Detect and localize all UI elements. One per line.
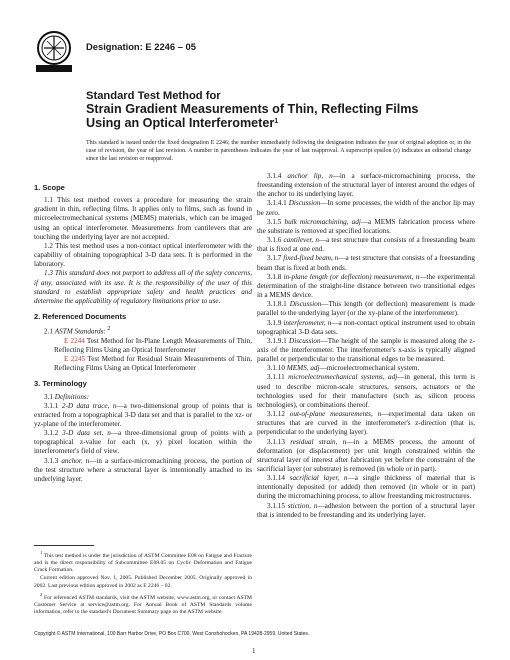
section-heading-referenced-documents: 2. Referenced Documents xyxy=(34,312,127,322)
definition-3-1-10: 3.1.10 MEMS, adj—microelectromechanical system. xyxy=(267,364,420,373)
footnote-2: $^2$ For referenced ASTM standards, visit the ASTM website, www.astm.org, or contact ASTM Customer Service at service@astm.org. For Annual Book of ASTM Standards volume information, refer to the standard's Document Summary page on the ASTM website. xyxy=(34,591,252,616)
title-line-3: Using an Optical Interferometer$^1$ xyxy=(86,115,279,130)
definition-3-1-8: 3.1.8 in-plane length (or deflection) measurement, n—the experimental determination of the straight-line distance between two transitional edges in a MEMS device. xyxy=(257,272,475,300)
paragraph-3-1: 3.1 Definitions: xyxy=(44,392,90,401)
definition-3-1-7: 3.1.7 fixed-fixed beam, n—a test structure that consists of a freestanding beam that is fixed at both ends. xyxy=(257,254,476,272)
right-column xyxy=(257,172,475,520)
footnotes xyxy=(34,549,252,617)
definition-3-1-3: 3.1.3 anchor, n—in a surface-micromachining process, the portion of the test structure where a structural layer is intentionally attached to its underlying layer. xyxy=(34,456,252,483)
footnote-1: $^1$ This test method is under the jurisdiction of ASTM Committee E08 on Fatigue and Fracture and is the direct responsibility of Subcommittee E08.05 on Cyclic Deformation and Fatigue Crack Formation. xyxy=(34,550,252,574)
definition-3-1-15: 3.1.15 stiction, n—adhesion between the portion of a structural layer that is intended to be freestanding and its underlying layer. xyxy=(257,501,475,519)
document-title xyxy=(86,90,476,130)
reference-link[interactable]: E 2245 xyxy=(64,355,86,364)
section-heading-scope: 1. Scope xyxy=(34,183,65,192)
copyright-notice: Copyright © ASTM International, 100 Barr Harbor Drive, PO Box C700, West Conshohocken, PA 19428-2959, United States. xyxy=(34,631,310,637)
reference-link[interactable]: E 2244 xyxy=(64,336,85,345)
discussion-3-1-9-1: 3.1.9.1 Discussion—The height of the sample is measured along the z-axis of the interferometer. The interferometer's x-axis is typically aligned parallel or perpendicular to the transitional edges to be measured. xyxy=(257,336,476,364)
definition-3-1-14: 3.1.14 sacrificial layer, n—a single thickness of material that is intentionally deposited (or added) then removed (in whole or in part) during the micromachining process, to allow freestanding microstructures. xyxy=(257,474,476,501)
definition-3-1-1: 3.1.1 2-D data trace, n—a two-dimensional group of points that is extracted from a topographical 3-D data set and that is parallel to the xz- or yz-plane of the interferometer. xyxy=(34,401,252,428)
paragraph-1-2: 1.2 This test method uses a non-contact optical interferometer with the capability of obtaining topographical 3-D data sets. It is performed in the laboratory. xyxy=(34,241,252,269)
left-column xyxy=(34,183,252,484)
section-heading-terminology: 3. Terminology xyxy=(34,379,87,389)
title-footnote-mark: 1 xyxy=(274,117,279,125)
discussion-3-1-8-1: 3.1.8.1 Discussion—This length (or deflection) measurement is made parallel to the underlying layer (or the xy-plane of the interferometer). xyxy=(257,300,475,318)
designation: Designation: E 2246 – 05 xyxy=(86,41,196,52)
discussion-3-1-4-1: 3.1.4.1 Discussion—In some processes, the width of the anchor lip may be zero. xyxy=(257,199,476,217)
definition-3-1-2: 3.1.2 3-D data set, n—a three-dimensional group of points with a topographical z-value for each (x, y) pixel location within the interferometer's field of view. xyxy=(34,429,253,456)
paragraph-1-1: 1.1 This test method covers a procedure for measuring the strain gradient in thin, reflecting films. It applies only to films, such as found in microelectromechanical systems (MEMS) materials, which can be imaged using an optical interferometer. Measurements from cantilevers that are touching the underlying layer are not accepted. xyxy=(34,196,252,241)
title-line-2: Strain Gradient Measurements of Thin, Reflecting Films xyxy=(86,102,419,117)
definition-3-1-4: 3.1.4 anchor lip, n—in a surface-micromachining process, the freestanding extension of the structural layer of interest around the edges of the anchor to its underlying layer. xyxy=(257,172,476,199)
page-number: 1 xyxy=(252,647,256,655)
definition-3-1-5: 3.1.5 bulk micromachining, adj—a MEMS fabrication process where the substrate is removed at specified locations. xyxy=(257,217,476,235)
definition-3-1-11: 3.1.11 microelectromechanical systems, adj—in general, this term is used to describe micron-scale structures, sensors, actuators or the technologies used for their manufacture (such as, silicon process technologies), or combinations thereof. xyxy=(257,373,475,409)
footnote-divider xyxy=(34,545,94,546)
definition-3-1-12: 3.1.12 out-of-plane measurements, n—experimental data taken on structures that are curved in the interferometer's z-direction (that is, perpendicular to the underlying layer). xyxy=(257,410,476,437)
reference-e2245: E 2245 Test Method for Residual Strain Measurements of Thin, Reflecting Films Using an Optical Interferometer xyxy=(54,355,253,373)
definition-3-1-9: 3.1.9 interferometer, n—a non-contact optical instrument used to obtain topographical 3-D data sets. xyxy=(257,318,476,336)
footnote-1-edition: Current edition approved Nov. 1, 2005. Published December 2005. Originally approved in 2002. Last previous edition approved in 2002 as E 2246 – 02. xyxy=(34,575,252,589)
astm-logo-icon xyxy=(34,30,74,74)
paragraph-1-3: 1.3 This standard does not purport to address all of the safety concerns, if any, associated with its use. It is the responsibility of the user of this standard to establish appropriate safety and health practices and determine the applicability of regulatory limitations prior to use. xyxy=(34,269,252,305)
definition-3-1-13: 3.1.13 residual strain, n—in a MEMS process, the amount of deformation (or displacement) per unit length constrained within the structural layer of interest after fabrication yet before the constraint of the sacrificial layer (or substrate) is removed (in whole or in part). xyxy=(257,437,475,473)
title-line-1: Standard Test Method for xyxy=(86,90,221,102)
paragraph-2-1: 2.1 ASTM Standards: $^2$ xyxy=(44,326,111,336)
definition-3-1-6: 3.1.6 cantilever, n—a test structure that consists of a freestanding beam that is fixed at one end. xyxy=(257,236,476,254)
intro-note: This standard is issued under the fixed designation E 2246; the number immediately following the designation indicates the year of original adoption or, in the case of revision, the year of last revision. A number in parentheses indicates the year of last reapproval. A superscript epsilon (ε) indicates an editorial change since the last revision or reapproval. xyxy=(86,140,471,163)
reference-e2244: E 2244 Test Method for In-Plane Length Measurements of Thin, Reflecting Films Using an Optical Interferometer xyxy=(54,336,252,354)
